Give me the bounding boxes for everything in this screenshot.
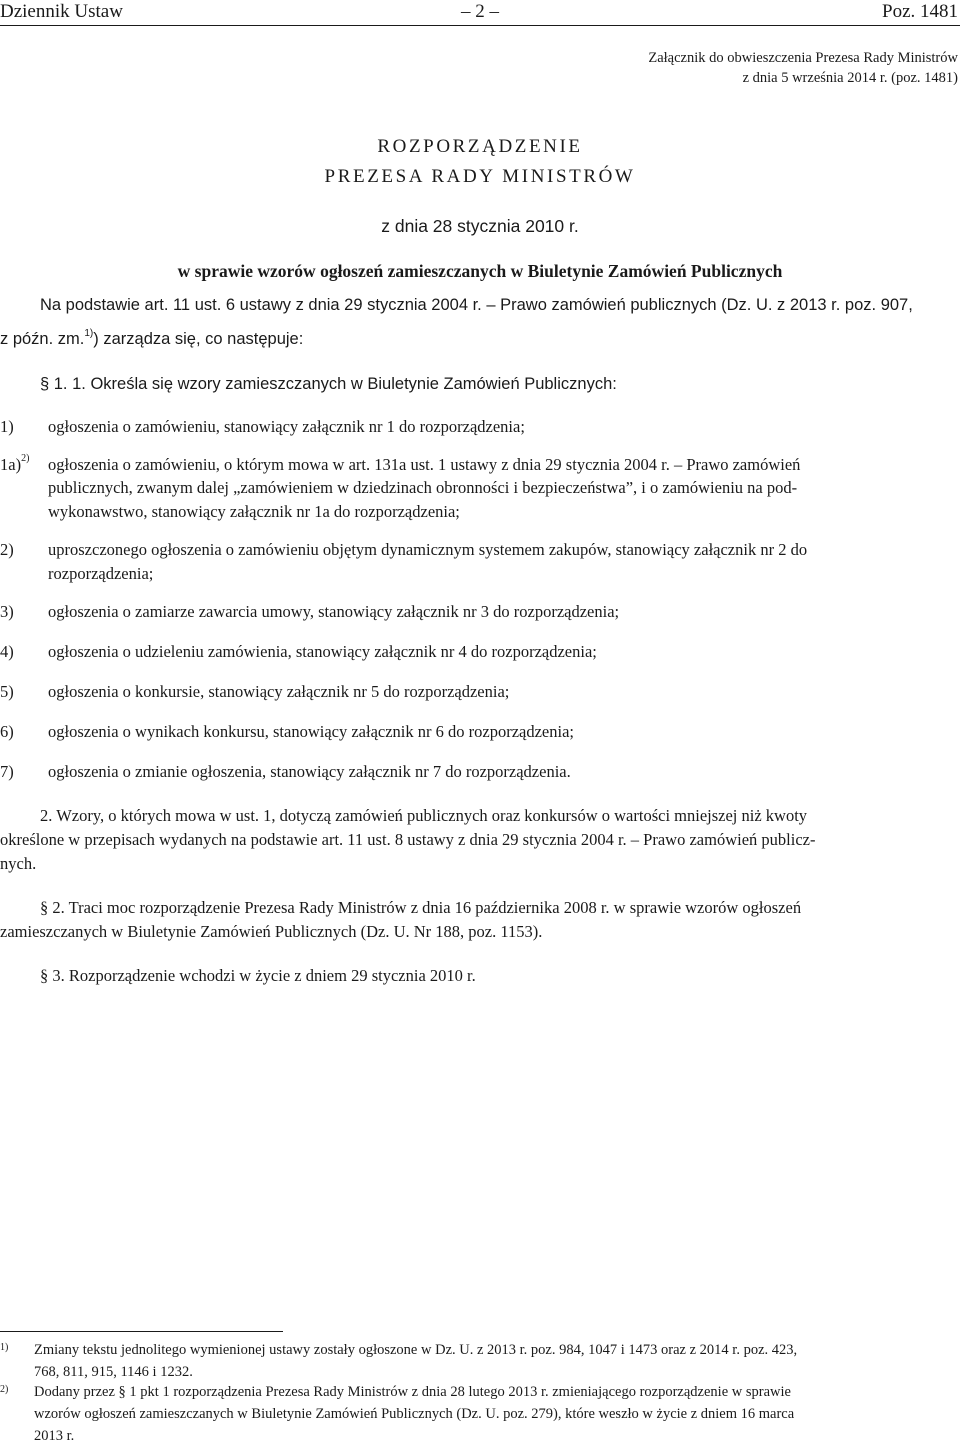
item-number: 2)	[0, 540, 14, 559]
position-number: Poz. 1481	[882, 1, 958, 22]
list-item: ogłoszenia o konkursie, stanowiący załącznik nr 5 do rozporządzenia;	[48, 682, 510, 701]
footnote-rule	[0, 1331, 283, 1332]
item-number: 1)	[0, 417, 14, 436]
document-type-title: ROZPORZĄDZENIE	[377, 136, 583, 157]
header-rule	[0, 25, 960, 26]
list-item: ogłoszenia o udzieleniu zamówienia, stanowiący załącznik nr 4 do rozporządzenia;	[48, 642, 597, 661]
item-number: 7)	[0, 762, 14, 781]
section-1-text: 1. Określa się wzory zamieszczanych w Biuletynie Zamówień Publicznych:	[72, 375, 617, 393]
section-3-text: Rozporządzenie wchodzi w życie z dniem 29 stycznia 2010 r.	[68, 966, 476, 985]
issuer-title: PREZESA RADY MINISTRÓW	[324, 166, 636, 187]
footnote-number: 2)	[0, 1384, 9, 1395]
footnote-number: 1)	[0, 1342, 9, 1353]
footnote-line: 2013 r.	[34, 1428, 75, 1444]
intro-line-1: Na podstawie art. 11 ust. 6 ustawy z dnia 29 stycznia 2004 r. – Prawo zamówień publicznych (Dz. U. z 2013 r. poz. 907,	[40, 296, 913, 314]
section-3-mark: § 3.	[40, 966, 65, 985]
page-number: – 2 –	[461, 1, 499, 22]
section-3-line	[40, 966, 476, 986]
section-2-text: Traci moc rozporządzenie Prezesa Rady Ministrów z dnia 16 października 2008 r. w sprawie wzorów ogłoszeń	[68, 898, 802, 917]
item-number-text: 1a)	[0, 455, 22, 474]
journal-name: Dziennik Ustaw	[0, 1, 123, 22]
list-item: ogłoszenia o wynikach konkursu, stanowiący załącznik nr 6 do rozporządzenia;	[48, 722, 574, 741]
footnote-line: wzorów ogłoszeń zamieszczanych w Biuletynie Zamówień Publicznych (Dz. U. poz. 279), które weszło w życie z dniem 16 marca	[34, 1406, 795, 1422]
section-1-mark: § 1.	[40, 375, 68, 393]
footnote-ref-2[interactable]: 2)	[21, 453, 30, 464]
list-item-line: publicznych, zwanym dalej „zamówieniem w dziedzinach obronności i bezpieczeństwa”, i o zamówieniu na pod-	[48, 478, 798, 497]
annex-line-1: Załącznik do obwieszczenia Prezesa Rady Ministrów	[648, 50, 958, 66]
section-2-mark: § 2.	[40, 898, 65, 917]
item-number: 4)	[0, 642, 14, 661]
item-number: 5)	[0, 682, 14, 701]
list-item: ogłoszenia o zmianie ogłoszenia, stanowiący załącznik nr 7 do rozporządzenia.	[48, 762, 571, 781]
list-item: ogłoszenia o zamówieniu, stanowiący załącznik nr 1 do rozporządzenia;	[48, 417, 525, 436]
section-1-para-2-line: określone w przepisach wydanych na podstawie art. 11 ust. 8 ustawy z dnia 29 stycznia 2004 r. – Prawo zamówień publicz-	[0, 830, 816, 849]
item-number: 6)	[0, 722, 14, 741]
intro-text-b: ) zarządza się, co następuje:	[93, 330, 304, 348]
item-number	[0, 455, 29, 475]
list-item-line: ogłoszenia o zamówieniu, o którym mowa w art. 131a ust. 1 ustawy z dnia 29 stycznia 2004 r. – Prawo zamówień	[48, 455, 801, 474]
document-subject: w sprawie wzorów ogłoszeń zamieszczanych w Biuletynie Zamówień Publicznych	[177, 261, 783, 281]
intro-text-a: z późn. zm.	[0, 330, 85, 348]
footnote-line: Dodany przez § 1 pkt 1 rozporządzenia Prezesa Rady Ministrów z dnia 28 lutego 2013 r. zmieniającego rozporządzenie w sprawie	[34, 1384, 791, 1400]
section-1-para-2-line: nych.	[0, 854, 37, 873]
section-2-line: zamieszczanych w Biuletynie Zamówień Publicznych (Dz. U. Nr 188, poz. 1153).	[0, 922, 543, 941]
list-item: ogłoszenia o zamiarze zawarcia umowy, stanowiący załącznik nr 3 do rozporządzenia;	[48, 602, 620, 621]
item-number: 3)	[0, 602, 14, 621]
list-item-line: uproszczonego ogłoszenia o zamówieniu objętym dynamicznym systemem zakupów, stanowiący załącznik nr 2 do	[48, 540, 808, 559]
list-item-line: rozporządzenia;	[48, 564, 154, 583]
footnote-line: 768, 811, 915, 1146 i 1232.	[34, 1364, 193, 1380]
footnote-ref-1[interactable]: 1)	[84, 328, 94, 339]
section-1-lead	[40, 375, 617, 394]
annex-note	[648, 48, 958, 88]
annex-line-2: z dnia 5 września 2014 r. (poz. 1481)	[742, 70, 958, 86]
list-item-line: wykonawstwo, stanowiący załącznik nr 1a do rozporządzenia;	[48, 502, 460, 521]
intro-line-2	[0, 330, 303, 349]
section-2-line	[40, 898, 801, 918]
document-date: z dnia 28 stycznia 2010 r.	[381, 216, 579, 236]
section-1-para-2-line: 2. Wzory, o których mowa w ust. 1, dotyczą zamówień publicznych oraz konkursów o wartości mniejszej niż kwoty	[40, 806, 808, 825]
footnote-line: Zmiany tekstu jednolitego wymienionej ustawy zostały ogłoszone w Dz. U. z 2013 r. poz. 984, 1047 i 1473 oraz z 2014 r. poz. 423,	[34, 1342, 798, 1358]
